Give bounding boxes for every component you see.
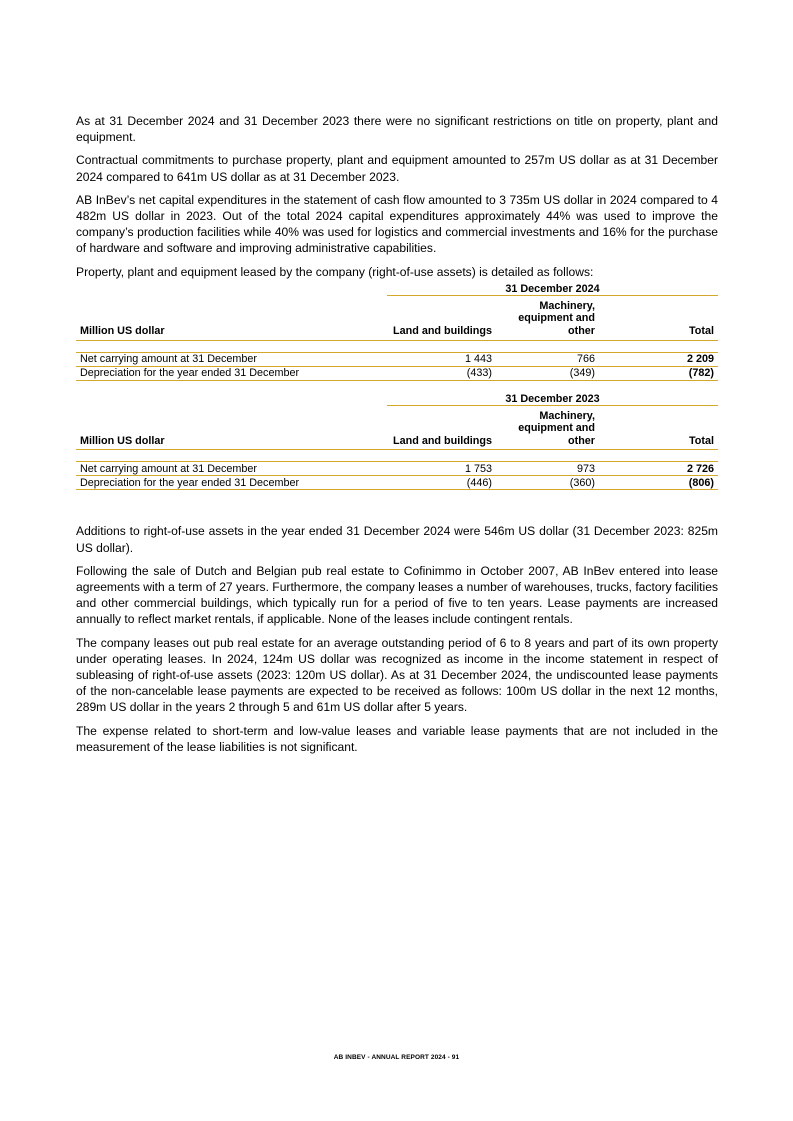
paragraph-cofinimmo-lease: Following the sale of Dutch and Belgian pub real estate to Cofinimmo in October 2007, AB InBev entered into lease agreements with a term of 27 years. Furthermore, the company leases a number of warehouses, trucks, factory facilities and other commercial buildings, which typically run for a period of five to ten years. Lease payments are increased annually to reflect market rentals, if applicable. None of the leases include contingent rentals. — [76, 563, 718, 627]
header-total: Total — [689, 434, 714, 447]
paragraph-additions: Additions to right-of-use assets in the year ended 31 December 2024 were 546m US dollar (31 December 2023: 825m US dollar). — [76, 524, 718, 555]
period-header: 31 December 2024 — [387, 283, 718, 296]
cell-land: (433) — [466, 367, 492, 380]
table-spacer — [76, 450, 718, 462]
table-header-row — [76, 300, 718, 341]
paragraph-capital-expenditures: AB InBev’s net capital expenditures in the statement of cash flow amounted to 3 735m US dollar in 2024 compared to 4 482m US dollar in 2023. Out of the total 2024 capital expenditures approximately 44% was used to improve the company’s production facilities while 40% was used for logistics and commercial investments and 16% for the purchase of hardware and software and improving administrative capabilities. — [76, 192, 718, 256]
header-machinery — [492, 300, 595, 338]
row-label: Net carrying amount at 31 December — [80, 462, 258, 475]
table-spacer — [76, 341, 718, 353]
cell-land: 1 443 — [464, 353, 492, 366]
row-label: Net carrying amount at 31 December — [80, 353, 258, 366]
table-row — [76, 367, 718, 381]
header-machinery — [492, 410, 595, 448]
cell-machinery: 766 — [576, 353, 595, 366]
row-label: Depreciation for the year ended 31 December — [80, 367, 300, 380]
cell-machinery: (349) — [569, 367, 595, 380]
header-machinery-line1: Machinery, — [539, 409, 595, 422]
cell-machinery: 973 — [576, 462, 595, 475]
header-million-us-dollar: Million US dollar — [80, 325, 165, 338]
paragraph-contractual-commitments: Contractual commitments to purchase property, plant and equipment amounted to 257m US dollar as at 31 December 2024 compared to 641m US dollar as at 31 December 2023. — [76, 153, 718, 184]
header-machinery-line3: other — [568, 434, 595, 447]
paragraph-right-of-use-intro: Property, plant and equipment leased by the company (right-of-use assets) is detailed as follows: — [76, 264, 594, 279]
header-machinery-line3: other — [568, 325, 595, 338]
header-land-and-buildings: Land and buildings — [393, 434, 492, 447]
header-land-and-buildings: Land and buildings — [393, 325, 492, 338]
header-million-us-dollar: Million US dollar — [80, 434, 165, 447]
paragraph-title-restrictions: As at 31 December 2024 and 31 December 2023 there were no significant restrictions on title on property, plant and equipment. — [76, 114, 718, 145]
cell-machinery: (360) — [569, 476, 595, 489]
table-header-row — [76, 410, 718, 451]
period-header: 31 December 2023 — [387, 393, 718, 406]
header-total: Total — [689, 325, 714, 338]
cell-total: 2 726 — [686, 462, 714, 475]
paragraph-short-term-leases: The expense related to short-term and low-value leases and variable lease payments that are not included in the measurement of the lease liabilities is not significant. — [76, 723, 718, 754]
period-row — [76, 283, 718, 296]
table-row — [76, 462, 718, 476]
header-machinery-line1: Machinery, — [539, 299, 595, 312]
lease-text — [76, 523, 718, 755]
page-content — [76, 113, 718, 762]
row-label: Depreciation for the year ended 31 December — [80, 476, 300, 489]
right-of-use-table-2023 — [76, 393, 718, 491]
page-footer: AB INBEV - ANNUAL REPORT 2024 - 91 — [333, 1054, 460, 1061]
section-gap — [76, 490, 718, 523]
header-machinery-line2: equipment and — [518, 312, 595, 325]
cell-land: (446) — [466, 476, 492, 489]
right-of-use-table-2024 — [76, 283, 718, 381]
paragraph-operating-leases: The company leases out pub real estate for an average outstanding period of 6 to 8 years and part of its own property under operating leases. In 2024, 124m US dollar was recognized as income in the income statement in respect of subleasing of right-of-use assets (2023: 120m US dollar). As at 31 December 2024, the undiscounted lease payments of the non-cancelable lease payments are expected to be received as follows: 100m US dollar in the next 12 months, 289m US dollar in the years 2 through 5 and 61m US dollar after 5 years. — [76, 635, 718, 715]
table-row — [76, 476, 718, 490]
cell-total: (806) — [688, 476, 714, 489]
header-machinery-line2: equipment and — [518, 422, 595, 435]
table-gap — [76, 381, 718, 393]
period-row — [76, 393, 718, 406]
table-row — [76, 353, 718, 367]
cell-land: 1 753 — [464, 462, 492, 475]
cell-total: (782) — [688, 367, 714, 380]
cell-total: 2 209 — [686, 353, 714, 366]
intro-text — [76, 113, 718, 280]
